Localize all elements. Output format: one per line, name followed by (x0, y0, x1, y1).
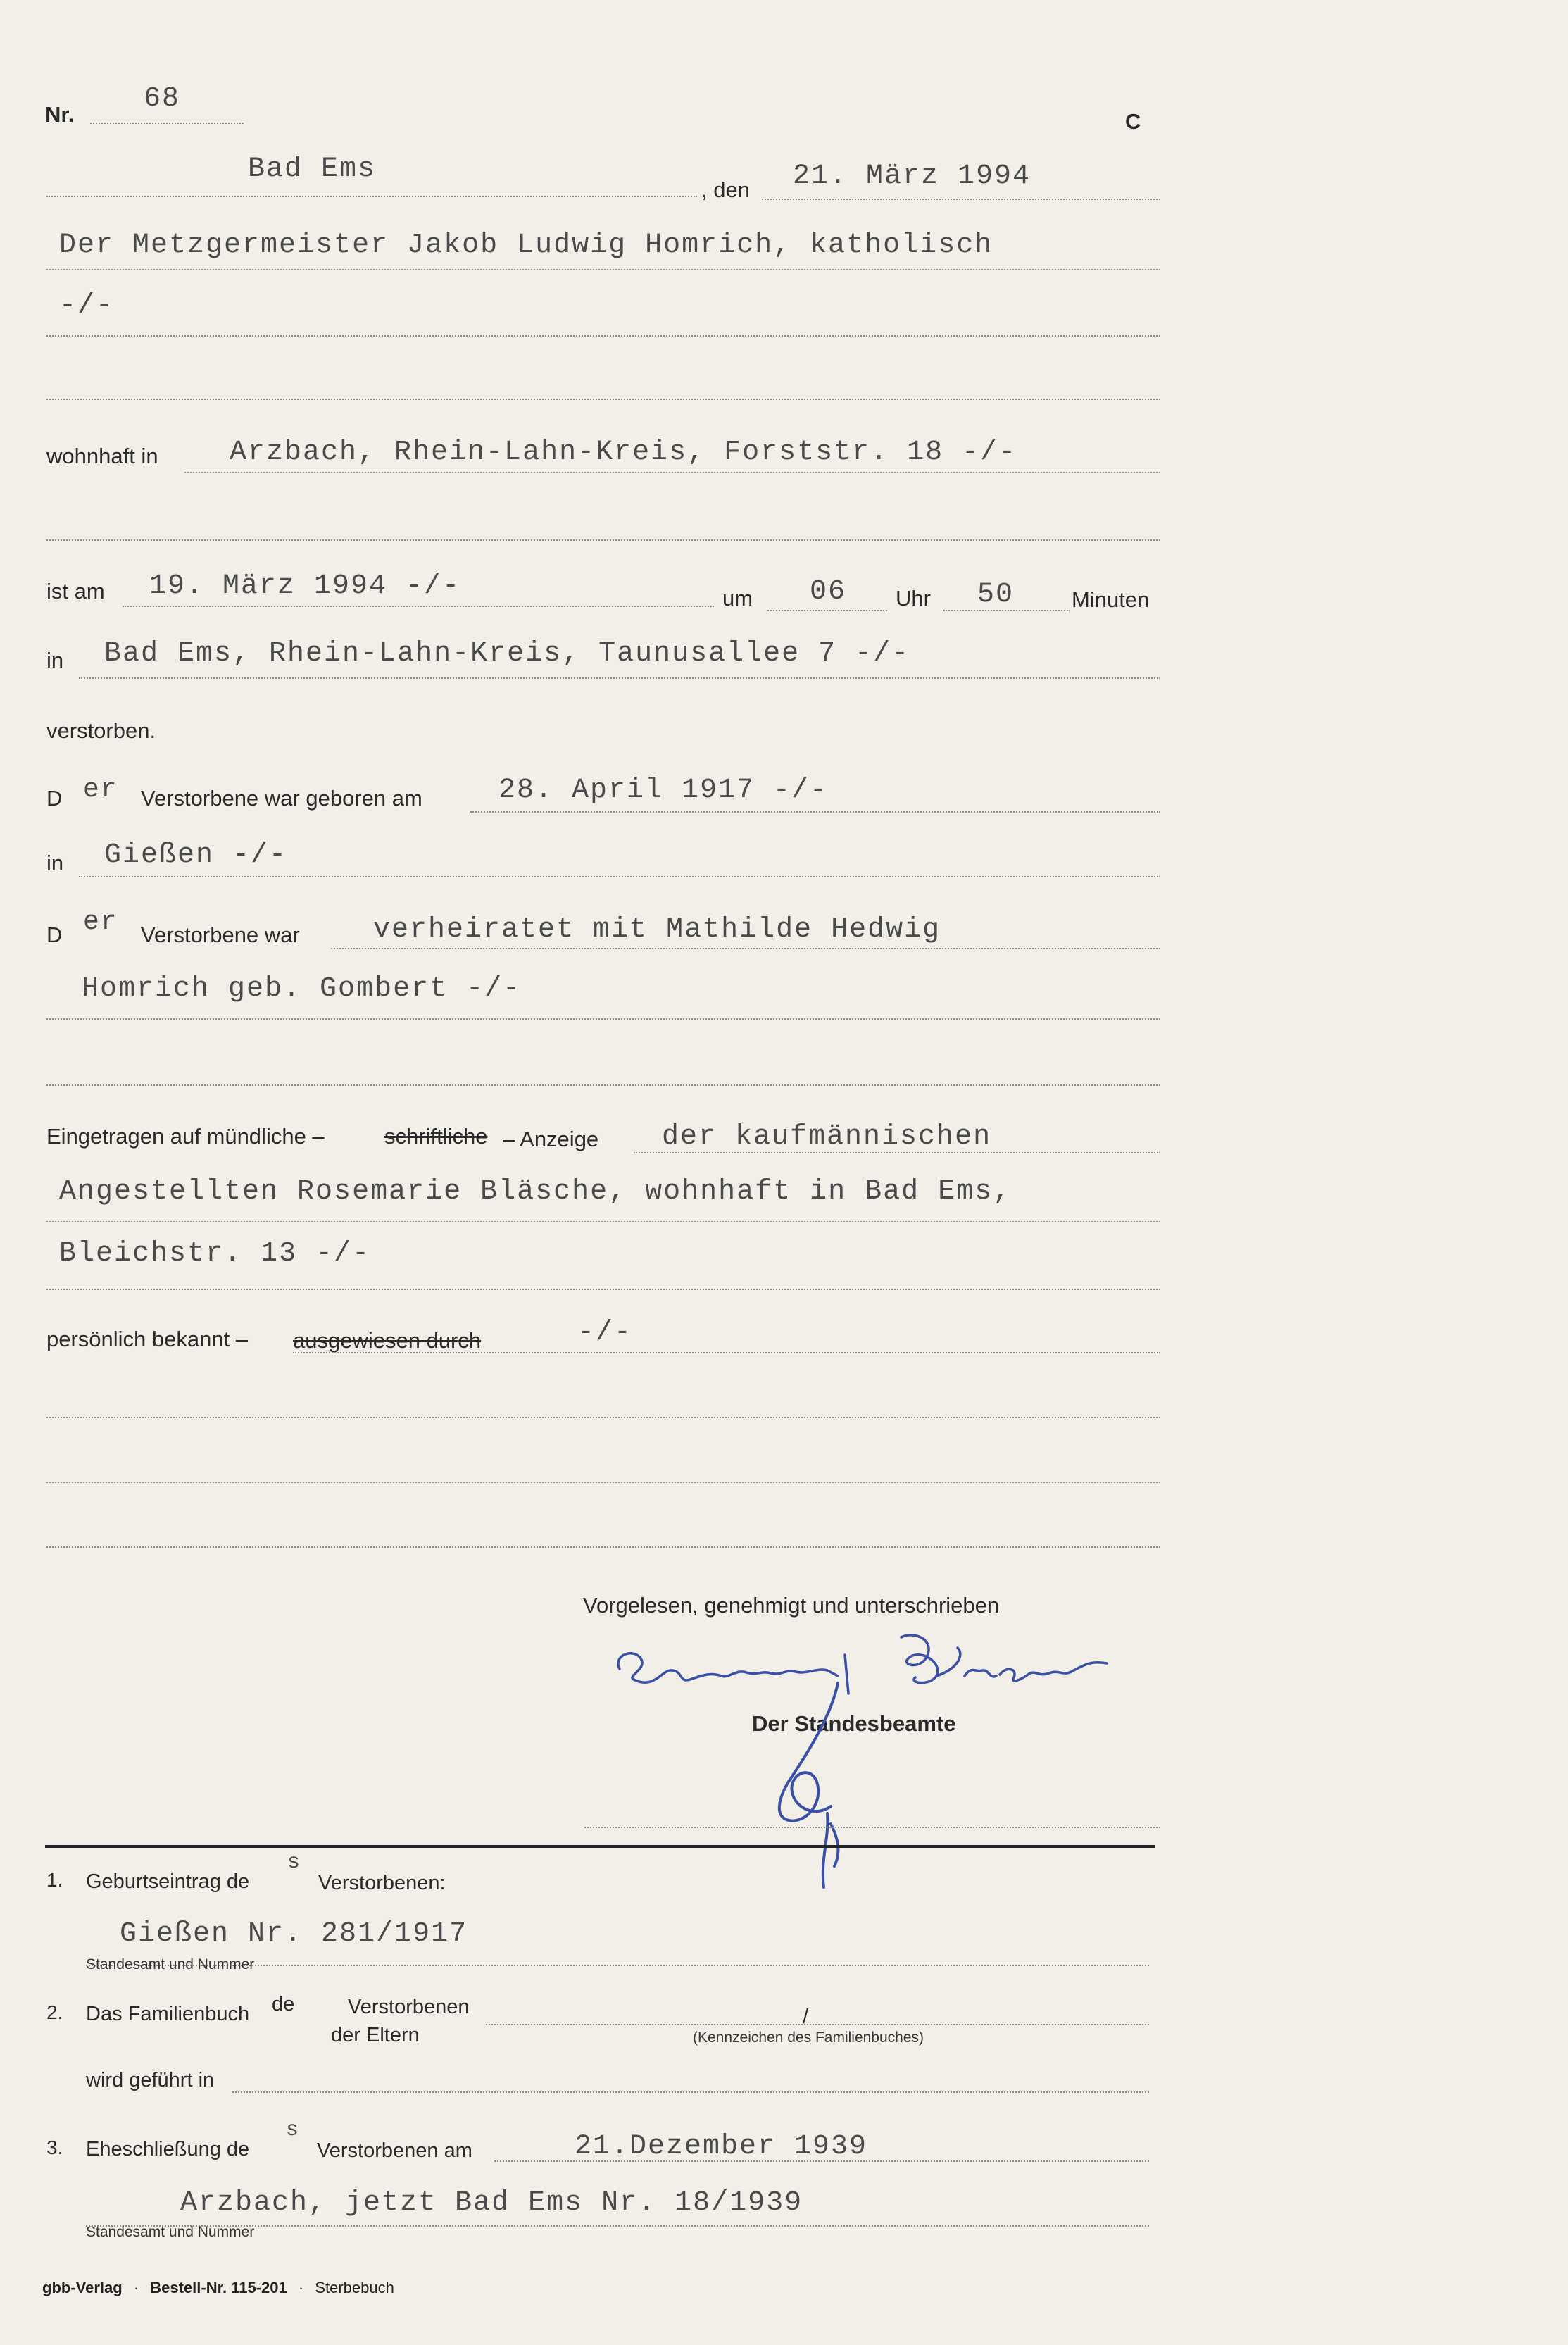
registrar-signature (760, 1676, 866, 1901)
item3-number: 3. (46, 2137, 63, 2158)
bekannt-value: -/- (577, 1317, 633, 1349)
line-dotted (46, 1084, 1160, 1086)
residence-label: wohnhaft in (46, 444, 158, 468)
item2-kennzeichen: (Kennzeichen des Familienbuches) (693, 2030, 924, 2046)
item1-sup: s (287, 1851, 302, 1875)
entry-date: 21. März 1994 (793, 161, 1031, 192)
line-dotted (293, 1352, 1160, 1353)
line-dotted (331, 948, 1160, 949)
line-dotted (470, 811, 1160, 813)
death-place-label: in (46, 648, 64, 673)
line-dotted (184, 472, 1160, 473)
eingetragen-label: Eingetragen auf mündliche – (46, 1124, 325, 1149)
item2-de: de (272, 1993, 295, 2015)
imprint-publisher: gbb-Verlag (42, 2279, 123, 2296)
item2-label: Das Familienbuch (86, 2003, 250, 2025)
death-place: Bad Ems, Rhein-Lahn-Kreis, Taunusallee 7 -/- (104, 638, 910, 670)
deceased-description: Der Metzgermeister Jakob Ludwig Homrich, katholisch (59, 230, 993, 261)
informant-line2: Angestellten Rosemarie Bläsche, wohnhaft in Bad Ems, (59, 1176, 1012, 1208)
item1-number: 1. (46, 1869, 63, 1891)
imprint-order-number: Bestell-Nr. 115-201 (150, 2279, 287, 2296)
place-dotted-line (46, 196, 697, 197)
death-date: 19. März 1994 -/- (149, 570, 461, 602)
item2-slash: / (803, 2006, 809, 2028)
item2-gefuehrt-label: wird geführt in (86, 2069, 215, 2091)
line-dotted (232, 2091, 1149, 2093)
uhr-label: Uhr (896, 586, 931, 611)
informant-signature (606, 1627, 1127, 1704)
line-dotted (46, 335, 1160, 337)
line-dotted (79, 876, 1160, 877)
birth-d-label: D (46, 786, 63, 811)
schriftliche-struck: schriftliche (384, 1124, 488, 1149)
item2-number: 2. (46, 2001, 63, 2023)
birth-date-label: Verstorbene war geboren am (141, 786, 422, 811)
deceased-description-cont: -/- (59, 290, 115, 322)
imprint (42, 2279, 394, 2297)
item1-label: Geburtseintrag de (86, 1870, 250, 1893)
imprint-book: Sterbebuch (315, 2279, 394, 2296)
section-divider (45, 1845, 1155, 1848)
den-label: , den (701, 177, 750, 202)
informant-line1: der kaufmännischen (662, 1121, 992, 1153)
item2-verstorbenen: Verstorbenen (348, 1996, 470, 2018)
birth-gender-ending: er (83, 775, 118, 805)
line-dotted (46, 1289, 1160, 1290)
imprint-separator: · (133, 2279, 139, 2296)
item1-caption: Standesamt und Nummer (86, 1956, 255, 1972)
anzeige-label: – Anzeige (503, 1127, 599, 1151)
date-dotted-line (762, 199, 1160, 200)
line-dotted (46, 1417, 1160, 1418)
corner-letter: C (1125, 109, 1141, 134)
item3-caption: Standesamt und Nummer (86, 2224, 255, 2240)
birth-date: 28. April 1917 -/- (498, 775, 829, 806)
item1-label-b: Verstorbenen: (318, 1872, 446, 1894)
bekannt-label: persönlich bekannt – (46, 1327, 249, 1351)
imprint-separator: · (298, 2279, 304, 2296)
residence-value: Arzbach, Rhein-Lahn-Kreis, Forststr. 18 -/- (230, 437, 1017, 468)
line-dotted (46, 1018, 1160, 1020)
death-date-label: ist am (46, 579, 105, 604)
line-dotted (46, 1546, 1160, 1548)
standesbeamte-label: Der Standesbeamte (752, 1711, 956, 1736)
marriage-register-entry: Arzbach, jetzt Bad Ems Nr. 18/1939 (180, 2187, 803, 2219)
minuten-label: Minuten (1072, 587, 1150, 612)
marital-status-label: Verstorbene war (141, 923, 300, 947)
ausgewiesen-struck: ausgewiesen durch (293, 1328, 482, 1353)
nr-label: Nr. (45, 102, 75, 127)
item3-sup: s (286, 2118, 301, 2142)
signature-dotted-line (584, 1827, 1160, 1828)
hour-dotted-line (767, 610, 887, 611)
vorgelesen-label: Vorgelesen, genehmigt und unterschrieben (583, 1593, 1000, 1618)
death-minutes: 50 (977, 579, 1015, 611)
birth-place: Gießen -/- (104, 839, 288, 871)
line-dotted (46, 269, 1160, 270)
line-dotted (494, 2160, 1149, 2162)
line-dotted (486, 2024, 1149, 2025)
spouse-name: Homrich geb. Gombert -/- (82, 973, 522, 1005)
line-dotted (46, 399, 1160, 400)
marital-d-label: D (46, 923, 63, 947)
informant-line3: Bleichstr. 13 -/- (59, 1238, 371, 1270)
line-dotted (46, 1221, 1160, 1222)
item3-label-b: Verstorbenen am (317, 2139, 472, 2162)
birth-place-label: in (46, 851, 64, 875)
line-dotted (123, 606, 714, 607)
item2-eltern: der Eltern (331, 2024, 420, 2046)
line-dotted (46, 539, 1160, 541)
marital-status: verheiratet mit Mathilde Hedwig (373, 914, 941, 946)
marital-gender-ending: er (83, 907, 118, 937)
line-dotted (79, 677, 1160, 679)
register-number: 68 (144, 83, 181, 115)
entry-place: Bad Ems (248, 154, 377, 185)
verstorben-label: verstorben. (46, 718, 156, 743)
um-label: um (722, 586, 753, 611)
item3-label: Eheschließung de (86, 2138, 250, 2160)
birth-register-entry: Gießen Nr. 281/1917 (120, 1918, 468, 1950)
marriage-date: 21.Dezember 1939 (575, 2131, 868, 2163)
line-dotted (46, 1482, 1160, 1483)
death-hour: 06 (810, 576, 847, 608)
nr-dotted-line (90, 123, 244, 124)
